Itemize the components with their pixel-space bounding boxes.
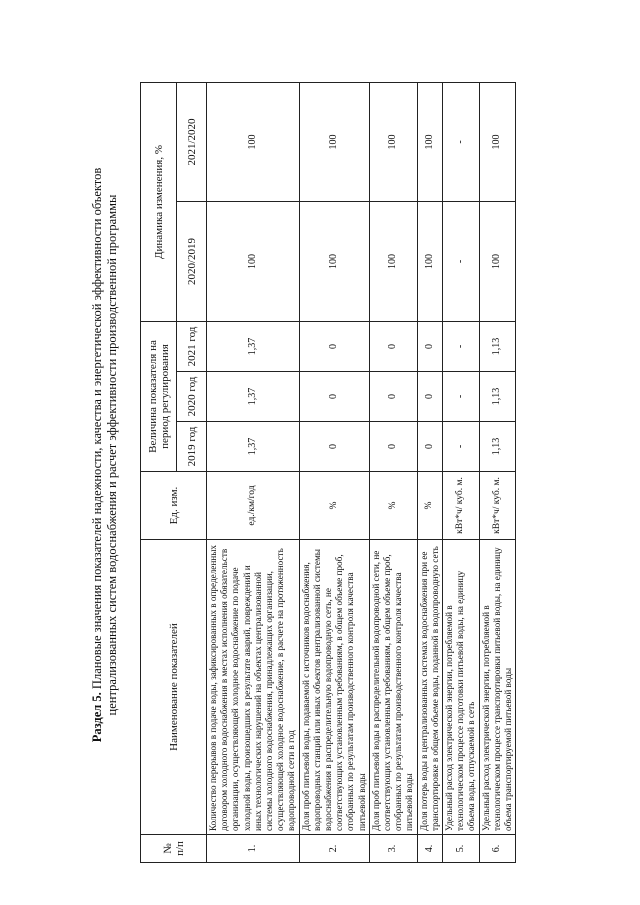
row-value-2020: -: [443, 372, 480, 422]
row-dyn-2020-2019: -: [443, 201, 480, 321]
header-row-1: [141, 82, 177, 862]
row-value-2021: 0: [417, 321, 442, 371]
row-dyn-2020-2019: 100: [207, 201, 300, 321]
row-unit: %: [417, 472, 442, 540]
row-num: 4.: [417, 835, 442, 863]
row-value-2020: 0: [299, 372, 369, 422]
row-value-2021: -: [443, 321, 480, 371]
row-num: 5.: [443, 835, 480, 863]
header-num: № п/п: [141, 835, 207, 863]
row-value-2020: 1,13: [479, 372, 516, 422]
row-value-2020: 0: [369, 372, 417, 422]
row-unit: кВт*ч/ куб. м.: [443, 472, 480, 540]
row-dyn-2021-2020: 100: [479, 82, 516, 201]
section-label: Раздел 5.: [90, 692, 104, 743]
title-line-1: [90, 65, 105, 845]
row-value-2021: 0: [369, 321, 417, 371]
section-title: [90, 65, 120, 845]
row-name: Удельный расход электрической энергии, потребляемой в технологическом процессе транспортировки питьевой воды, на единицу объема транспортируемой питьевой воды: [479, 540, 516, 835]
table-row: [417, 82, 442, 862]
header-year-2019: 2019 год: [177, 422, 207, 472]
header-year-2021: 2021 год: [177, 321, 207, 371]
row-dyn-2021-2020: 100: [417, 82, 442, 201]
row-num: 1.: [207, 835, 300, 863]
header-name: Наименование показателей: [141, 540, 207, 835]
row-unit: %: [299, 472, 369, 540]
row-value-2021: 1,37: [207, 321, 300, 371]
row-num: 2.: [299, 835, 369, 863]
indicators-table: [140, 82, 516, 863]
row-dyn-2021-2020: -: [443, 82, 480, 201]
row-num: 6.: [479, 835, 516, 863]
row-value-2021: 0: [299, 321, 369, 371]
header-dynamics-group: Динамика изменения, %: [141, 82, 177, 321]
row-dyn-2020-2019: 100: [417, 201, 442, 321]
row-unit: %: [369, 472, 417, 540]
row-dyn-2021-2020: 100: [369, 82, 417, 201]
row-value-2020: 0: [417, 372, 442, 422]
row-dyn-2021-2020: 100: [299, 82, 369, 201]
row-unit: кВт*ч/ куб. м.: [479, 472, 516, 540]
row-value-2019: 1,37: [207, 422, 300, 472]
table-row: [207, 82, 300, 862]
row-value-2019: 1,13: [479, 422, 516, 472]
header-dyn-2020-2019: 2020/2019: [177, 201, 207, 321]
table-row: [443, 82, 480, 862]
row-name: Доля проб питьевой воды, подаваемой с источников водоснабжения, водопроводных станций или иных объектов централизованной системы водоснабжения в распределительную водопроводную сеть, не соответствующих установленным требованиям, в общем объеме проб, отобранных по результатам производственного контроля качества питьевой воды: [299, 540, 369, 835]
table-row: [479, 82, 516, 862]
header-period-group: Величина показателя на период регулирования: [141, 321, 177, 471]
row-value-2019: 0: [417, 422, 442, 472]
row-name: Доля потерь воды в централизованных системах водоснабжения при ее транспортировке в общем объеме воды, поданной в водопроводную сеть: [417, 540, 442, 835]
row-value-2019: 0: [299, 422, 369, 472]
row-dyn-2020-2019: 100: [299, 201, 369, 321]
row-name: Удельный расход электрической энергии, потребляемой в технологическом процессе подготовки питьевой воды, на единицу объема воды, отпускаемой в сеть: [443, 540, 480, 835]
row-num: 3.: [369, 835, 417, 863]
row-dyn-2020-2019: 100: [369, 201, 417, 321]
header-dyn-2021-2020: 2021/2020: [177, 82, 207, 201]
row-name: Доля проб питьевой воды в распределительной водопроводной сети, не соответствующих установленным требованиям, в общем объеме проб, отобранных по результатам производственного контроля качества питьевой воды: [369, 540, 417, 835]
row-dyn-2021-2020: 100: [207, 82, 300, 201]
row-dyn-2020-2019: 100: [479, 201, 516, 321]
table-row: [299, 82, 369, 862]
title-line-1-text: Плановые значения показателей надежности, качества и энергетической эффективности объектов: [90, 167, 104, 690]
table-row: [369, 82, 417, 862]
title-line-2: централизованных систем водоснабжения и расчет эффективности производственной программы: [105, 194, 119, 716]
row-value-2021: 1,13: [479, 321, 516, 371]
row-value-2019: -: [443, 422, 480, 472]
header-unit: Ед. изм.: [141, 472, 207, 540]
row-value-2020: 1,37: [207, 372, 300, 422]
header-year-2020: 2020 год: [177, 372, 207, 422]
row-name: Количество перерывов в подаче воды, зафиксированных в определенных договором холодного водоснабжения в местах исполнения обязательств организации, осуществляющей холодное водоснабжение по подаче холодной воды, произошедших в результате аварий, повреждений и иных технологических нарушений на объектах централизованной системы холодного водоснабжения, принадлежащих организации, осуществляющей холодное водоснабжение, в расчете на протяженность водопроводной сети в год: [207, 540, 300, 835]
row-value-2019: 0: [369, 422, 417, 472]
row-unit: ед./км/год: [207, 472, 300, 540]
